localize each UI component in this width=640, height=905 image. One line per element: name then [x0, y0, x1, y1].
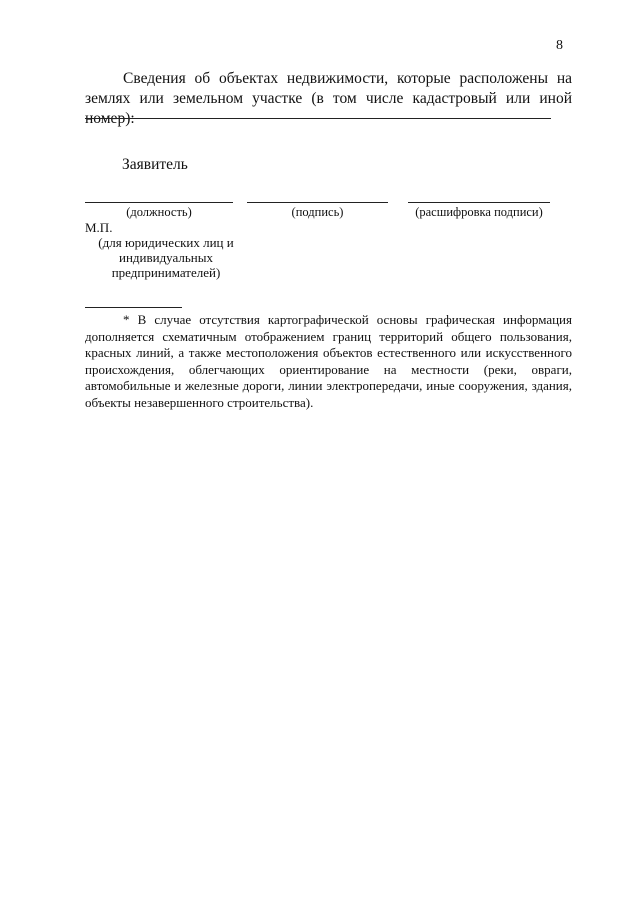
page-number: 8	[556, 38, 563, 53]
real-estate-info-paragraph: Сведения об объектах недвижимости, которые расположены на землях или земельном участке (в том числе кадастровый или иной номер):	[85, 70, 572, 127]
signature-line	[247, 202, 388, 203]
signature-caption: (подпись)	[291, 205, 344, 219]
applicant-label: Заявитель	[122, 156, 188, 173]
position-line	[85, 202, 233, 203]
decryption-caption: (расшифровка подписи)	[415, 205, 543, 219]
stamp-label: М.П.	[85, 220, 113, 235]
position-caption: (должность)	[126, 205, 192, 219]
real-estate-fill-line	[85, 118, 551, 119]
footnote-text: * В случае отсутствия картографической основы графическая информация дополняется схематичным отображением границ территорий общего пользования, красных линий, а также местоположения объектов естественного или искусственного происхождения, облегчающих ориентирование на местности (реки, овраги, автомобильные и железные дороги, линии электропередачи, иные сооружения, здания, объекты незавершенного строительства).	[85, 312, 572, 410]
footnote-separator	[85, 307, 182, 308]
stamp-note: (для юридических лиц и индивидуальных предпринимателей)	[98, 235, 234, 280]
decryption-line	[408, 202, 550, 203]
